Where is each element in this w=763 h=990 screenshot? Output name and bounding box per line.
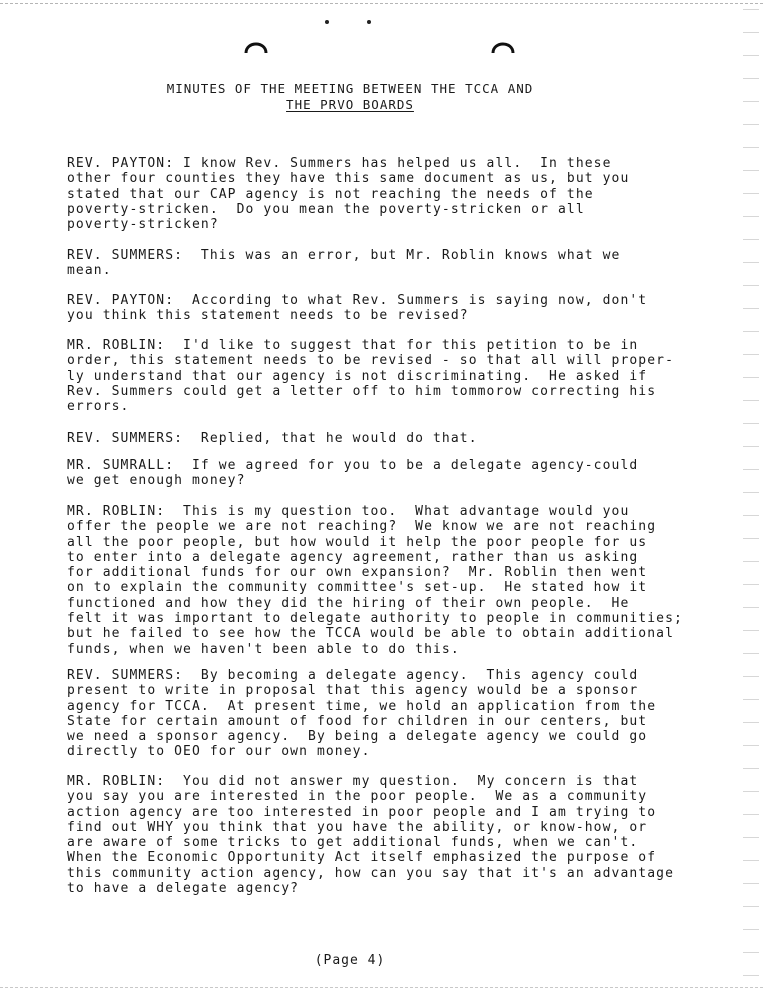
paragraph-line: to enter into a delegate agency agreement, rather than us asking (67, 549, 639, 565)
title-line-2: THE PRVO BOARDS (286, 97, 414, 112)
paragraph-line: action agency are too interested in poor people and I am trying to (67, 804, 657, 820)
paragraph-line: felt it was important to delegate authority to people in communities; (67, 611, 683, 627)
speaker-name: REV. SUMMERS: (67, 248, 184, 263)
paragraph-line: State for certain amount of food for children in our centers, but (67, 713, 648, 729)
paragraph-line: to have a delegate agency? (67, 881, 300, 897)
minutes-paragraph (67, 668, 707, 760)
paragraph-line: present to write in proposal that this agency would be a sponsor (67, 683, 639, 699)
paragraph-line: This is my question too. What advantage would you (165, 504, 630, 519)
paragraph-line: offer the people we are not reaching? We know we are not reaching (67, 519, 657, 535)
paragraph-line: agency for TCCA. At present time, we hold an application from the (67, 698, 657, 714)
minutes-paragraph (67, 504, 707, 657)
paragraph-line: stated that our CAP agency is not reaching the needs of the (67, 186, 594, 202)
document-title (120, 81, 580, 113)
paragraph-line: funds, when we haven't been able to do this. (67, 641, 460, 657)
paragraph-line: Replied, that he would do that. (183, 431, 478, 446)
minutes-paragraph (67, 431, 707, 446)
page-number: (Page 4) (314, 953, 386, 968)
speaker-name: MR. ROBLIN: (67, 774, 166, 789)
paragraph-line: ly understand that our agency is not discriminating. He asked if (67, 368, 648, 384)
paragraph-line: we get enough money? (67, 473, 246, 489)
minutes-paragraph (67, 774, 707, 896)
right-edge-scan-marks (743, 0, 759, 990)
paragraph-line: on to explain the community committee's set-up. He stated how it (67, 580, 648, 596)
paragraph-line: other four counties they have this same document as us, but you (67, 171, 630, 187)
paragraph-line: directly to OEO for our own money. (67, 744, 371, 760)
bottom-perforation (0, 987, 763, 988)
top-perforation (0, 3, 763, 4)
punch-hole-icon (243, 33, 269, 59)
paragraph-line: poverty-stricken? (67, 217, 219, 233)
minutes-paragraph (67, 156, 707, 232)
paragraph-line: According to what Rev. Summers is saying now, don't (174, 293, 648, 308)
speaker-name: REV. PAYTON: (67, 156, 175, 171)
paragraph-line: errors. (67, 399, 130, 415)
punch-hole-icon (490, 33, 516, 59)
paragraph-line: By becoming a delegate agency. This agency could (183, 668, 639, 683)
speaker-name: REV. SUMMERS: (67, 431, 184, 446)
minutes-paragraph (67, 248, 707, 279)
paragraph-line: but he failed to see how the TCCA would be able to obtain additional (67, 626, 675, 642)
paragraph-line: This was an error, but Mr. Roblin knows what we (183, 248, 621, 263)
paragraph-line: for additional funds for our own expansion? Mr. Roblin then went (67, 565, 648, 581)
paragraph-line: Rev. Summers could get a letter off to him tommorow correcting his (67, 383, 657, 399)
minutes-paragraph (67, 338, 707, 414)
paragraph-line: find out WHY you think that you have the ability, or know-how, or (67, 819, 648, 835)
title-line-1: MINUTES OF THE MEETING BETWEEN THE TCCA AND (166, 81, 534, 96)
paragraph-line: this community action agency, how can you say that it's an advantage (67, 865, 675, 881)
paragraph-line: When the Economic Opportunity Act itself emphasized the purpose of (67, 850, 657, 866)
paragraph-line: You did not answer my question. My concern is that (165, 774, 639, 789)
speaker-name: MR. SUMRALL: (67, 458, 175, 473)
minutes-paragraph (67, 293, 707, 324)
paragraph-line: mean. (67, 263, 112, 279)
paragraph-line: we need a sponsor agency. By being a delegate agency we could go (67, 729, 648, 745)
paragraph-line: poverty-stricken. Do you mean the poverty-stricken or all (67, 201, 585, 217)
minutes-paragraph (67, 458, 707, 489)
paragraph-line: all the poor people, but how would it help the poor people for us (67, 534, 648, 550)
scan-dot (367, 20, 371, 24)
paragraph-line: you think this statement needs to be revised? (67, 308, 469, 324)
paragraph-line: are aware of some tricks to get additional funds, when we can't. (67, 835, 639, 851)
speaker-name: MR. ROBLIN: (67, 504, 166, 519)
paragraph-line: order, this statement needs to be revised - so that all will proper- (67, 353, 675, 369)
speaker-name: MR. ROBLIN: (67, 338, 166, 353)
paragraph-line: I know Rev. Summers has helped us all. In these (174, 156, 612, 171)
speaker-name: REV. SUMMERS: (67, 668, 184, 683)
paragraph-line: functioned and how they did the hiring of their own people. He (67, 595, 630, 611)
paragraph-line: I'd like to suggest that for this petition to be in (165, 338, 639, 353)
paragraph-line: you say you are interested in the poor people. We as a community (67, 789, 648, 805)
speaker-name: REV. PAYTON: (67, 293, 175, 308)
paragraph-line: If we agreed for you to be a delegate agency-could (174, 458, 639, 473)
scan-dot (325, 20, 329, 24)
